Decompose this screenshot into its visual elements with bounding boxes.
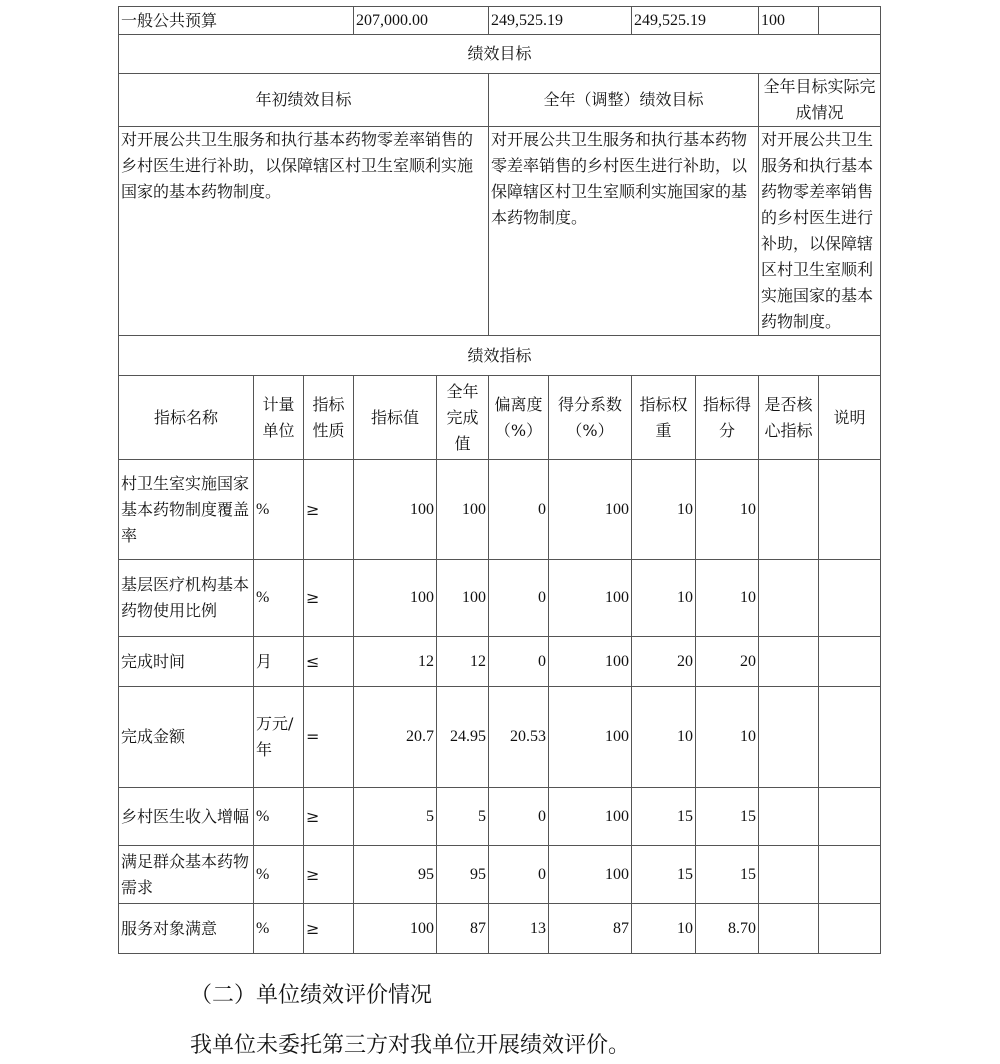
indicator-core [759,788,819,846]
indicator-unit: % [254,788,304,846]
indicator-actual: 12 [437,637,489,687]
initial-budget: 207,000.00 [354,7,489,35]
table-row [119,460,881,560]
indicators-section-title: 绩效指标 [119,336,881,376]
adjusted-goal-header: 全年（调整）绩效目标 [489,74,759,127]
actual-goal-header: 全年目标实际完成情况 [759,74,881,127]
indicator-deviation: 0 [489,560,549,637]
indicator-name: 乡村医生收入增幅 [119,788,254,846]
initial-goal-header: 年初绩效目标 [119,74,489,127]
indicator-core [759,904,819,954]
indicator-weight: 10 [632,460,696,560]
indicator-deviation: 0 [489,460,549,560]
indicator-note [819,687,881,788]
indicator-note [819,846,881,904]
indicator-weight: 20 [632,637,696,687]
indicator-score: 15 [696,846,759,904]
executed-amount: 249,525.19 [632,7,759,35]
indicator-target: 12 [354,637,437,687]
indicator-weight: 10 [632,904,696,954]
indicator-unit: % [254,460,304,560]
indicator-nature: ≥ [304,788,354,846]
col-header-note: 说明 [819,376,881,460]
indicator-unit: 月 [254,637,304,687]
indicator-coef: 87 [549,904,632,954]
indicator-note [819,560,881,637]
indicator-weight: 15 [632,846,696,904]
indicator-target: 5 [354,788,437,846]
indicator-name: 完成金额 [119,687,254,788]
indicator-nature: ≤ [304,637,354,687]
col-header-nature: 指标性质 [304,376,354,460]
indicator-unit: % [254,846,304,904]
budget-row [119,7,881,35]
indicator-name: 基层医疗机构基本药物使用比例 [119,560,254,637]
actual-goal-text: 对开展公共卫生服务和执行基本药物零差率销售的乡村医生进行补助，以保障辖区村卫生室顺利实施国家的基本药物制度。 [759,127,881,336]
indicator-core [759,460,819,560]
indicator-weight: 15 [632,788,696,846]
indicator-header-row [119,376,881,460]
indicator-coef: 100 [549,687,632,788]
indicator-core [759,560,819,637]
performance-table [118,6,881,954]
indicator-coef: 100 [549,846,632,904]
indicator-score: 20 [696,637,759,687]
budget-label: 一般公共预算 [119,7,354,35]
indicator-actual: 87 [437,904,489,954]
indicator-coef: 100 [549,637,632,687]
goals-section-title: 绩效目标 [119,35,881,74]
table-row [119,846,881,904]
col-header-name: 指标名称 [119,376,254,460]
indicator-actual: 100 [437,560,489,637]
indicator-target: 100 [354,460,437,560]
indicator-actual: 24.95 [437,687,489,788]
indicator-weight: 10 [632,560,696,637]
indicator-nature: ≥ [304,460,354,560]
indicator-nature: ≥ [304,846,354,904]
indicator-name: 完成时间 [119,637,254,687]
indicator-score: 10 [696,560,759,637]
col-header-coef: 得分系数（%） [549,376,632,460]
indicator-deviation: 20.53 [489,687,549,788]
indicator-score: 8.70 [696,904,759,954]
indicator-coef: 100 [549,788,632,846]
budget-score: 100 [759,7,819,35]
indicator-coef: 100 [549,460,632,560]
body-paragraph: 我单位未委托第三方对我单位开展绩效评价。 [190,1033,631,1058]
col-header-deviation: 偏离度（%） [489,376,549,460]
col-header-unit: 计量单位 [254,376,304,460]
indicator-unit: 万元/年 [254,687,304,788]
adjusted-goal-text: 对开展公共卫生服务和执行基本药物零差率销售的乡村医生进行补助，以保障辖区村卫生室顺利实施国家的基本药物制度。 [489,127,759,336]
indicator-core [759,637,819,687]
col-header-target: 指标值 [354,376,437,460]
table-row [119,904,881,954]
col-header-core: 是否核心指标 [759,376,819,460]
indicator-name: 满足群众基本药物需求 [119,846,254,904]
indicator-note [819,460,881,560]
indicator-unit: % [254,904,304,954]
col-header-weight: 指标权重 [632,376,696,460]
indicator-deviation: 0 [489,846,549,904]
initial-goal-text: 对开展公共卫生服务和执行基本药物零差率销售的乡村医生进行补助，以保障辖区村卫生室顺利实施国家的基本药物制度。 [119,127,489,336]
indicator-nature: = [304,687,354,788]
indicator-core [759,846,819,904]
indicator-score: 10 [696,687,759,788]
indicator-nature: ≥ [304,904,354,954]
indicator-coef: 100 [549,560,632,637]
indicator-name: 村卫生室实施国家基本药物制度覆盖率 [119,460,254,560]
indicator-weight: 10 [632,687,696,788]
table-row [119,687,881,788]
indicator-target: 95 [354,846,437,904]
indicator-score: 10 [696,460,759,560]
indicator-unit: % [254,560,304,637]
table-row [119,788,881,846]
indicator-note [819,788,881,846]
indicator-actual: 100 [437,460,489,560]
indicator-nature: ≥ [304,560,354,637]
indicator-note [819,637,881,687]
indicator-note [819,904,881,954]
table-row [119,560,881,637]
table-row [119,637,881,687]
section-heading: （二）单位绩效评价情况 [190,983,433,1008]
indicator-target: 20.7 [354,687,437,788]
indicator-target: 100 [354,904,437,954]
col-header-score: 指标得分 [696,376,759,460]
indicator-target: 100 [354,560,437,637]
indicator-deviation: 13 [489,904,549,954]
indicator-actual: 95 [437,846,489,904]
empty-cell [819,7,881,35]
col-header-actual: 全年完成值 [437,376,489,460]
indicator-actual: 5 [437,788,489,846]
indicator-name: 服务对象满意 [119,904,254,954]
indicator-deviation: 0 [489,788,549,846]
adjusted-budget: 249,525.19 [489,7,632,35]
indicator-deviation: 0 [489,637,549,687]
indicator-score: 15 [696,788,759,846]
indicator-core [759,687,819,788]
